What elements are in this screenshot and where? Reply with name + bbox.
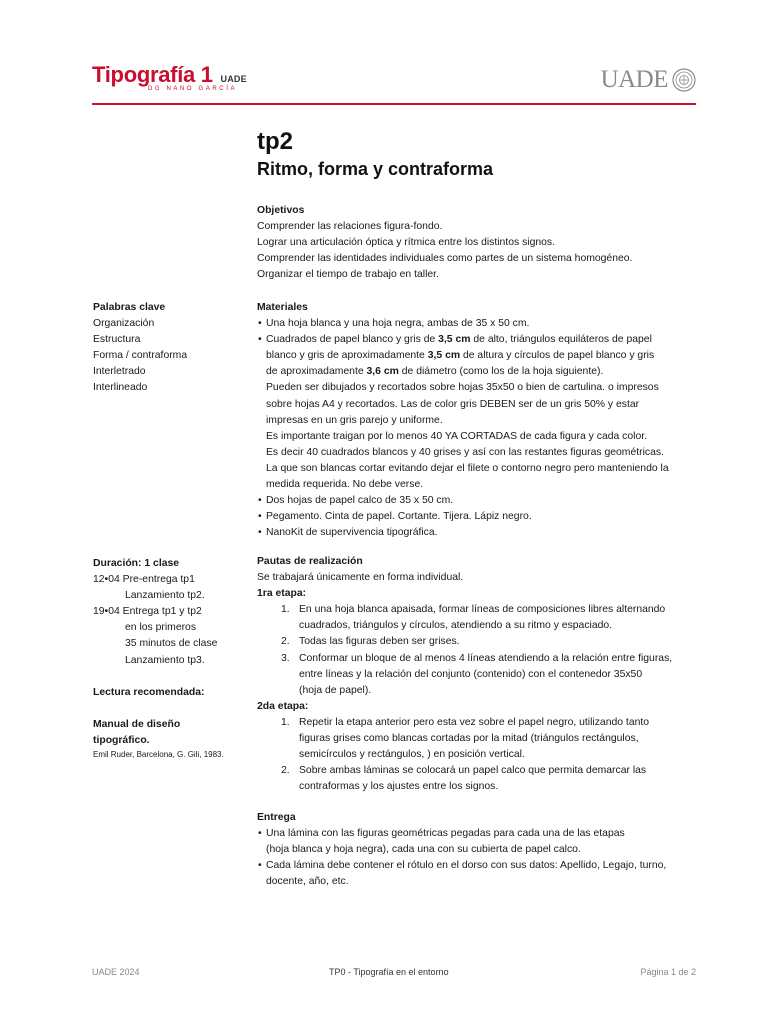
materiales-item: • Cuadrados de papel blanco y gris de 3,5 cm de alto, triángulos equiláteros de papel <box>257 332 702 348</box>
keyword-item: Organización <box>93 318 155 330</box>
doc-subtitle: Ritmo, forma y contraforma <box>257 159 494 179</box>
materiales-item: • NanoKit de supervivencia tipográfica. <box>257 525 702 541</box>
footer-year: UADE 2024 <box>92 967 140 977</box>
etapa1-step: 1. En una hoja blanca apaisada, formar líneas de composiciones libres alternando <box>281 604 666 616</box>
schedule-entry-cont: Lanzamiento tp2. <box>125 590 205 602</box>
header-divider <box>92 103 696 105</box>
uade-logo-text: UADE <box>600 66 668 93</box>
course-title <box>92 62 247 88</box>
palabras-clave-heading: Palabras clave <box>93 302 166 313</box>
entrega-item-cont: docente, año, etc. <box>266 876 349 888</box>
objetivo-item: Comprender las relaciones figura-fondo. <box>257 221 443 233</box>
etapa1-step: 2. Todas las figuras deben ser grises. <box>281 636 460 648</box>
schedule-entry: 19•04 Entrega tp1 y tp2 <box>93 606 202 618</box>
materiales-item: • Una hoja blanca y una hoja negra, ambas de 35 x 50 cm. <box>257 316 702 332</box>
entrega-section <box>257 810 702 890</box>
etapa2-step: 2. Sobre ambas láminas se colocará un papel calco que permita demarcar las <box>281 765 647 777</box>
materiales-item: • Dos hojas de papel calco de 35 x 50 cm. <box>257 493 702 509</box>
book-reference: Emil Ruder, Barcelona, G. Gili, 1983. <box>93 749 224 759</box>
etapa2-heading: 2da etapa: <box>257 700 309 712</box>
etapa1-step-cont: cuadrados, triángulos y círculos, atendiendo a su ritmo y espaciado. <box>299 620 613 632</box>
materiales-item-cont: Pueden ser dibujados y recortados sobre hojas 35x50 o bien de cartulina. o impresos <box>266 382 659 394</box>
etapa1-heading: 1ra etapa: <box>257 588 307 600</box>
keyword-item: Estructura <box>93 334 141 346</box>
materiales-item: • Pegamento. Cinta de papel. Cortante. Tijera. Lápiz negro. <box>257 509 702 525</box>
pautas-section <box>257 554 702 795</box>
materiales-item-cont: Es decir 40 cuadrados blancos y 40 grises y así con las restantes figuras geométricas. <box>266 446 664 458</box>
footer-doc-title: TP0 - Tipografía en el entorno <box>329 967 449 977</box>
uade-logo <box>601 66 696 94</box>
pautas-intro: Se trabajará únicamente en forma individual. <box>257 572 464 584</box>
materiales-item-cont: impresas en un gris parejo y uniforme. <box>266 414 443 426</box>
materiales-item-cont: medida requerida. No debe verse. <box>266 479 424 491</box>
schedule-entry-cont: 35 minutos de clase <box>125 638 218 650</box>
materiales-item-cont: de aproximadamente 3,6 cm de diámetro (como los de la hoja siguiente). <box>266 366 604 378</box>
doc-title: tp2 <box>257 128 293 155</box>
book-title: tipográfico. <box>93 734 150 746</box>
entrega-heading: Entrega <box>257 812 296 823</box>
objetivos-section <box>257 203 702 283</box>
course-instructor: DG NANO GARCÍA <box>148 86 238 92</box>
keyword-item: Forma / contraforma <box>93 350 188 362</box>
course-title-text: Tipografía <box>92 62 195 87</box>
entrega-item: • Cada lámina debe contener el rótulo en el dorso con sus datos: Apellido, Legajo, turno, <box>257 858 702 874</box>
objetivos-heading: Objetivos <box>257 205 305 216</box>
course-brand <box>92 62 247 92</box>
etapa2-step-cont: contraformas y los ajustes entre los signos. <box>299 781 499 793</box>
page-number: Página 1 de 2 <box>640 967 696 977</box>
keyword-item: Interlineado <box>93 382 148 394</box>
materiales-item-cont: Es importante traigan por lo menos 40 YA CORTADAS de cada figura y cada color. <box>266 430 647 442</box>
duracion-section <box>93 556 253 761</box>
materiales-item-cont: La que son blancas cortar evitando dejar el filete o contorno negro pero manteniendo la <box>266 462 669 474</box>
entrega-item: • Una lámina con las figuras geométricas pegadas para cada una de las etapas <box>257 826 702 842</box>
duracion-heading: Duración: 1 clase <box>93 558 180 569</box>
university-seal-icon <box>672 68 696 92</box>
materiales-section <box>257 300 702 541</box>
schedule-entry: 12•04 Pre-entrega tp1 <box>93 574 195 586</box>
book-title: Manual de diseño <box>93 718 181 730</box>
schedule-entry-cont: en los primeros <box>125 622 197 634</box>
objetivo-item: Comprender las identidades individuales como partes de un sistema homogéneo. <box>257 253 633 265</box>
palabras-clave-section <box>93 300 253 397</box>
course-uade-tag: UADE <box>220 74 247 84</box>
schedule-entry-cont: Lanzamiento tp3. <box>125 654 205 666</box>
course-number: 1 <box>200 62 213 87</box>
etapa1-step: 3. Conformar un bloque de al menos 4 líneas atendiendo a la relación entre figuras, <box>281 652 673 664</box>
keyword-item: Interletrado <box>93 366 146 378</box>
objetivo-item: Organizar el tiempo de trabajo en taller. <box>257 269 439 281</box>
materiales-item-cont: blanco y gris de aproximadamente 3,5 cm de altura y círculos de papel blanco y gris <box>266 350 655 362</box>
etapa1-step-cont: entre líneas y la relación del conjunto (contenido) con el contenedor 35x50 <box>299 668 643 680</box>
objetivo-item: Lograr una articulación óptica y rítmica entre los distintos signos. <box>257 237 556 249</box>
etapa2-step-cont: figuras grises como blancas cortadas por la mitad (triángulos rectángulos, <box>299 733 639 745</box>
pautas-heading: Pautas de realización <box>257 556 363 567</box>
materiales-item-cont: sobre hojas A4 y recortados. Las de color gris DEBEN ser de un gris 50% y estar <box>266 398 640 410</box>
etapa2-step-cont: semicírculos y rectángulos, ) en posición vertical. <box>299 749 525 761</box>
lectura-heading: Lectura recomendada: <box>93 686 205 698</box>
etapa2-step: 1. Repetir la etapa anterior pero esta vez sobre el papel negro, utilizando tanto <box>281 716 650 728</box>
etapa1-step-cont: (hoja de papel). <box>299 684 372 696</box>
materiales-heading: Materiales <box>257 302 308 313</box>
entrega-item-cont: (hoja blanca y hoja negra), cada una con su cubierta de papel calco. <box>266 844 581 856</box>
